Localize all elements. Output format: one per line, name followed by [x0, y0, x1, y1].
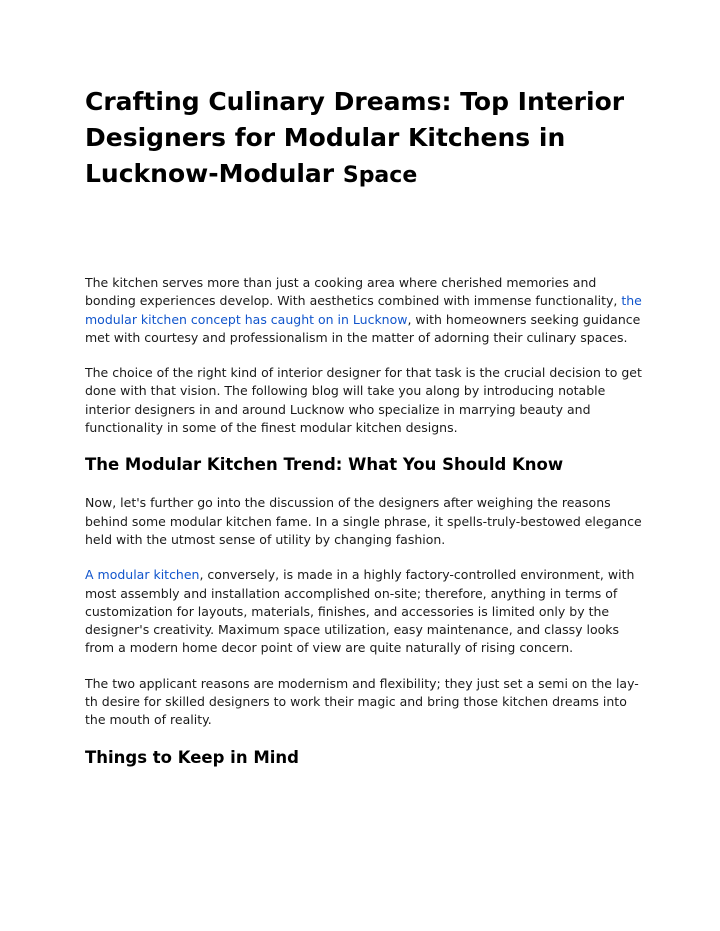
section-heading-trend: The Modular Kitchen Trend: What You Should Know	[85, 455, 564, 475]
intro-text-after: , with homeowners seeking guidance met with courtesy and professionalism in the matter of adorning their culinary spaces.	[85, 311, 641, 345]
page-title-tail: Space	[342, 163, 418, 188]
trend-paragraph: Now, let's further go into the discussion of the designers after weighing the reasons behind some modular kitchen fame. In a single phrase, it spells-truly-bestowed elegance held with the utmost sense of utility by changing fashion.	[85, 495, 642, 547]
page-title-main: Crafting Culinary Dreams: Top Interior Designers for Modular Kitchens in Lucknow-Modular	[85, 87, 625, 188]
modular-kitchen-lucknow-link[interactable]: the modular kitchen concept has caught on in Lucknow	[85, 293, 642, 327]
page-title	[85, 84, 645, 194]
modular-kitchen-link[interactable]: A modular kitchen	[85, 567, 200, 583]
section-heading-things: Things to Keep in Mind	[85, 747, 299, 767]
intro-text-before: The kitchen serves more than just a cooking area where cherished memories and bonding experiences develop. With aesthetics combined with immense functionality,	[85, 275, 622, 309]
reasons-paragraph: The two applicant reasons are modernism and flexibility; they just set a semi on the lay-th desire for skilled designers to work their magic and bring those kitchen dreams into the mouth of reality.	[85, 675, 639, 728]
designer-choice-paragraph: The choice of the right kind of interior designer for that task is the crucial decision to get done with that vision. The following blog will take you along by introducing notable interior designers in and around Lucknow who specialize in marrying beauty and functionality in some of the finest modular kitchen designs.	[85, 365, 642, 436]
intro-paragraph	[85, 274, 645, 347]
modular-kitchen-text-after: , conversely, is made in a highly factory-controlled environment, with most assembly and installation accomplished on-site; therefore, anything in terms of customization for layouts, materials, finishes, and accessories is limited only by the designer's creativity. Maximum space utilization, easy maintenance, and classy looks from a modern home decor point of view are quite naturally of rising concern.	[85, 567, 635, 656]
modular-kitchen-paragraph	[85, 566, 645, 657]
document-page	[85, 84, 645, 769]
